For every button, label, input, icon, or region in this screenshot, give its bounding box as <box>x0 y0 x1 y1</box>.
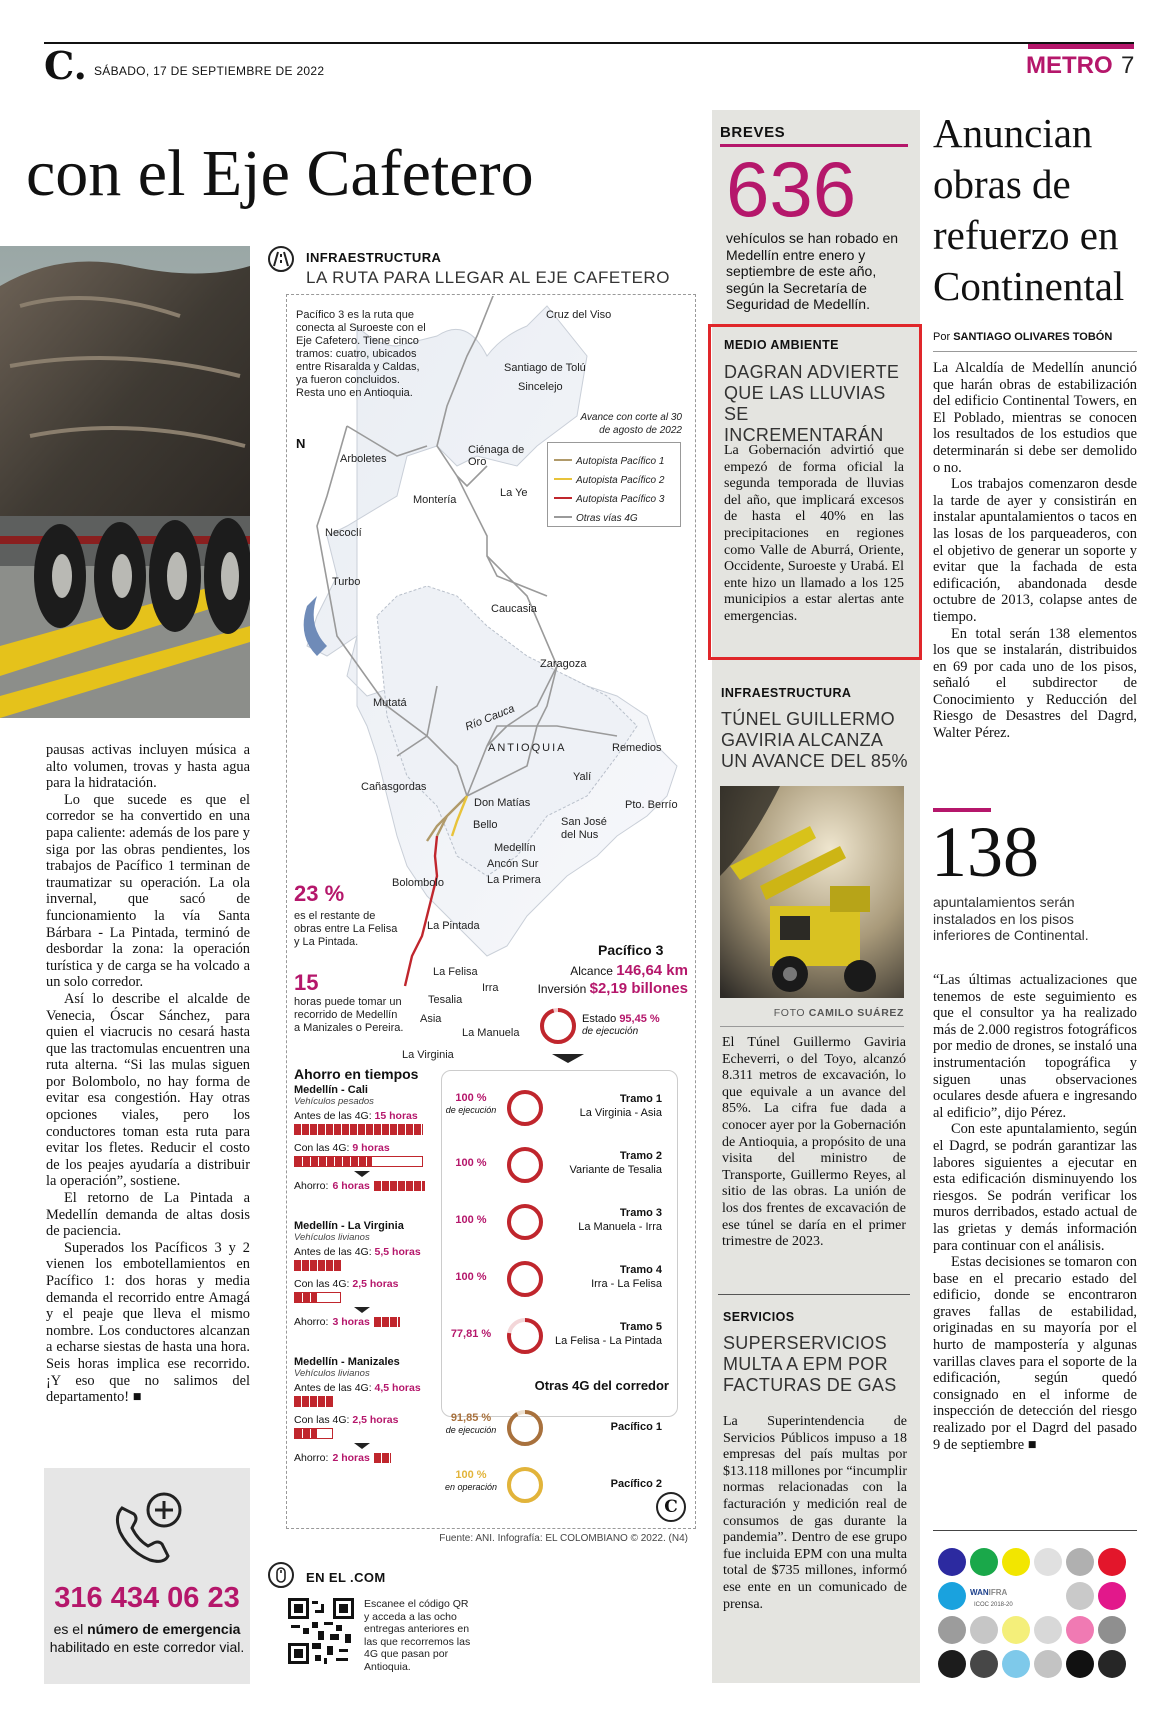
city-label: Cañasgordas <box>361 781 427 793</box>
color-swatch <box>970 1548 998 1576</box>
stat-15-text: horas puede tomar un recorrido de Medellín a Manizales o Pereira. <box>294 996 404 1034</box>
north-arrow-icon: N <box>296 436 306 451</box>
ahorro-total-value: 2 horas <box>332 1452 370 1464</box>
ahorro-con-fill <box>295 1429 317 1438</box>
ahorro-title: Ahorro en tiempos <box>294 1066 419 1082</box>
ahorro-route <box>294 1220 434 1328</box>
logo-badge-icon: C <box>656 1492 686 1522</box>
pacifico3-progress-ring <box>538 1006 578 1046</box>
river-label: Río Cauca <box>463 702 517 734</box>
infographic-kicker: INFRAESTRUCTURA <box>306 250 442 265</box>
progress-ring <box>505 1259 545 1299</box>
ahorro-route-name: Medellín - Manizales <box>294 1356 400 1368</box>
paragraph: Así lo describe el alcalde de Venecia, Óscar Sánchez, para quien el viacrucis no cesará hasta que las tractomulas encuentren una ruta alterna. “Si las mulas siguen por Bolombolo, no hay forma de evitar esa congestión. Hay otras opciones viales, pero los conductores toman esta ruta para evitar los fletes. Reducir el costo de los peajes ayudaría a distribuir la operación”, sostiene. <box>46 990 250 1190</box>
tramo-route: La Manuela - Irra <box>578 1221 662 1233</box>
color-swatch <box>1098 1616 1126 1644</box>
color-swatch <box>938 1650 966 1678</box>
color-calibration-bar <box>938 1548 1130 1684</box>
pacifico3-title: Pacífico 3 <box>598 942 664 958</box>
ahorro-antes-value: 15 horas <box>374 1110 418 1122</box>
color-swatch <box>1066 1616 1094 1644</box>
progress-ring <box>505 1408 545 1448</box>
brief-kicker: INFRAESTRUCTURA <box>721 686 852 700</box>
legend-item: Autopista Pacífico 1 <box>554 451 664 469</box>
legend-item: Autopista Pacífico 2 <box>554 470 664 488</box>
map-legend <box>547 442 681 527</box>
tunnel-photo <box>720 786 904 998</box>
paragraph: Superados los Pacíficos 3 y 2 vienen los embotellamientos en Pacífico 1: dos horas y media demanda el recorrido entre Amagá y el peaje que lleva el mismo nombre. Los conductores alcanzan a echarse siestas de hasta una hora. Seis horas implica ese recorrido. ¡Y eso que no salimos del departamento! ■ <box>46 1239 250 1406</box>
ahorro-con-bar <box>294 1156 423 1167</box>
tramo-route: Irra - La Felisa <box>591 1278 662 1290</box>
city-label: Bello <box>473 819 498 831</box>
section-accent-bar <box>1028 44 1134 49</box>
top-rule <box>44 42 1134 44</box>
emergency-ad <box>44 1468 250 1684</box>
ahorro-total-bar <box>374 1317 400 1327</box>
ahorro-total-bar <box>374 1453 391 1463</box>
ahorro-con-bar <box>294 1292 341 1303</box>
tramo-route: La Virginia - Asia <box>579 1107 662 1119</box>
ahorro-route-name: Medellín - Cali <box>294 1084 368 1096</box>
ahorro-route <box>294 1356 434 1464</box>
color-swatch <box>1066 1650 1094 1678</box>
ahorro-con-label: Con las 4G: 9 horas <box>294 1142 390 1154</box>
city-label: Bolombolo <box>392 877 444 889</box>
ahorro-route-name: Medellín - La Virginia <box>294 1220 404 1232</box>
phone-plus-icon <box>104 1486 188 1570</box>
ahorro-antes-bar <box>294 1396 333 1407</box>
progress-ring <box>505 1088 545 1128</box>
city-label: Santiago de Tolú <box>504 362 586 374</box>
ahorro-antes-value: 5,5 horas <box>374 1246 421 1258</box>
ahorro-total: Ahorro: 3 horas <box>294 1316 434 1328</box>
paragraph: La Alcaldía de Medellín anunció que harán obras de estabilización del edificio Continental Towers, en El Poblado, mientras se conocen los resultados de los estudios que determinarán si debe ser demolido o no. <box>933 360 1137 476</box>
otras-pct-sub: de ejecución <box>445 1425 497 1435</box>
color-swatch <box>1002 1650 1030 1678</box>
down-arrow-icon <box>354 1171 370 1177</box>
paragraph: pausas activas incluyen música a alto volumen, trovas y hasta agua para la hidratación. <box>46 742 250 792</box>
road-icon <box>268 246 294 272</box>
brief-title: TÚNEL GUILLERMO GAVIRIA ALCANZA UN AVANCE DEL 85% <box>721 709 908 771</box>
city-label: Mutatá <box>373 697 407 709</box>
color-swatch <box>970 1616 998 1644</box>
tramo-route: La Felisa - La Pintada <box>554 1335 662 1347</box>
ahorro-route-type: Vehículos pesados <box>294 1096 374 1107</box>
city-label: Irra <box>482 982 499 994</box>
color-swatch <box>1002 1548 1030 1576</box>
paragraph: El retorno de La Pintada a Medellín demanda de altas dosis de paciencia. <box>46 1190 250 1240</box>
city-label: Don Matías <box>474 797 531 809</box>
ahorro-antes-value: 4,5 horas <box>374 1382 421 1394</box>
pacifico3-inversion: Inversión $2,19 billones <box>537 980 688 997</box>
byline: Por SANTIAGO OLIVARES TOBÓN <box>933 331 1113 343</box>
newspaper-logo: C. <box>44 43 87 88</box>
tramo-pct: 100 % <box>455 1214 487 1226</box>
stat-15-value: 15 <box>294 970 319 995</box>
city-label: Necoclí <box>325 527 362 539</box>
legend-item: Autopista Pacífico 3 <box>554 489 664 507</box>
wan-ifra-logo: WANIFRA <box>970 1588 1008 1597</box>
city-label: Ancón Sur <box>487 858 539 870</box>
right-headline: Anuncian obras de refuerzo en Continental <box>933 110 1125 309</box>
otras-pct: 100 % <box>455 1469 487 1481</box>
tramo-pct: 100 % <box>455 1157 487 1169</box>
city-label: Caucasia <box>491 603 537 615</box>
color-swatch <box>1066 1548 1094 1576</box>
ahorro-total: Ahorro: 6 horas <box>294 1180 434 1192</box>
truck-photo <box>0 246 250 718</box>
tramo-name: Tramo 1 <box>619 1093 662 1105</box>
tramo-pct-sub: de ejecución <box>445 1105 497 1115</box>
mouse-icon <box>268 1562 294 1588</box>
brief-title: SUPERSERVICIOS MULTA A EPM POR FACTURAS DE GAS <box>723 1333 897 1395</box>
breves-kicker: BREVES <box>720 124 786 141</box>
tramo-pct: 77,81 % <box>450 1328 492 1340</box>
ahorro-chart <box>294 1084 434 1524</box>
color-swatch <box>1034 1650 1062 1678</box>
pacifico3-estado-sub: de ejecución <box>582 1026 639 1037</box>
color-swatch <box>938 1616 966 1644</box>
emergency-ad-text: es el número de emergencia habilitado en este corredor vial. <box>49 1621 245 1655</box>
otras-pct: 91,85 % <box>450 1412 492 1424</box>
tramo-row <box>441 1314 676 1358</box>
tramo-name: Tramo 4 <box>619 1264 662 1276</box>
color-swatch <box>1098 1650 1126 1678</box>
color-swatch <box>1002 1616 1030 1644</box>
cutoff-note: Avance con corte al 30 de agosto de 2022 <box>580 412 682 436</box>
brief-kicker: MEDIO AMBIENTE <box>724 338 839 352</box>
breves-number-text: vehículos se han robado en Medellín entre enero y septiembre de este año, según la Secretaría de Seguridad de Medellín. <box>726 230 899 312</box>
city-label: Sincelejo <box>518 381 563 393</box>
ahorro-total: Ahorro: 2 horas <box>294 1452 434 1464</box>
paragraph: Lo que sucede es que el corredor se ha convertido en una papa caliente: además de los pare y siga por las obras pendientes, los trabajos de Pacífico 1 terminan de traumatizar su operación. La ola invernal, que sacó de funcionamiento la vía Santa Bárbara - La Pintada, terminó de desbordar la zona: la operación turística y de carga se ha volcado a un solo corredor. <box>46 791 250 991</box>
left-headline: con el Eje Cafetero <box>26 137 534 210</box>
ahorro-antes-bar <box>294 1260 341 1271</box>
otras-pct-sub: en operación <box>444 1482 498 1492</box>
region-label: ANTIOQUIA <box>488 742 567 754</box>
down-arrow-icon <box>354 1307 370 1313</box>
progress-ring <box>505 1316 545 1356</box>
city-label: Yalí <box>573 771 592 783</box>
tramo-row <box>441 1257 676 1301</box>
ahorro-con-bar <box>294 1428 333 1439</box>
ahorro-total-bar <box>374 1181 426 1191</box>
en-el-kicker: EN EL .COM <box>306 1570 386 1585</box>
tramo-name: Tramo 5 <box>619 1321 662 1333</box>
color-swatch <box>1066 1582 1094 1610</box>
ahorro-route-type: Vehículos livianos <box>294 1368 370 1379</box>
divider <box>720 1026 904 1027</box>
ahorro-antes-label: Antes de las 4G: 4,5 horas <box>294 1382 421 1394</box>
divider <box>718 1294 910 1295</box>
legend-item: Otras vías 4G <box>554 508 638 526</box>
tramo-row <box>441 1086 676 1130</box>
city-label: Cruz del Viso <box>546 309 612 321</box>
paragraph: Estas decisiones se tomaron con base en el precario estado del edificio, donde se encontraron graves fallas de estabilidad, originadas en su mayoría por el hurto de mampostería y algunas varillas claves para el soporte de la edificación, según quedó consignado en el informe de inspección de detección del riesgo realizado por el Dagrd del pasado 9 de septiembre ■ <box>933 1254 1137 1453</box>
paragraph: “Las últimas actualizaciones que tenemos de este seguimiento es que el consultor ya ha realizado más de 2.000 registros fotográficos por medio de drones, se instaló una instrumentación topográfica y siguen unas observaciones oculares desde afuera e ingresando al edificio”, dijo Pérez. <box>933 972 1137 1121</box>
stat-text: apuntalamientos serán instalados en los pisos inferiores de Continental. <box>933 894 1089 943</box>
otras-name: Pacífico 1 <box>610 1421 662 1433</box>
en-el-text: Escanee el código QR y acceda a las ocho entregas anteriores en las que recorremos las 4G que pasan por Antioquia. <box>364 1598 471 1673</box>
pacifico3-estado: Estado 95,45 % <box>582 1013 660 1025</box>
color-swatch <box>1098 1582 1126 1610</box>
breves-number: 636 <box>726 145 857 233</box>
down-arrow-icon <box>354 1443 370 1449</box>
city-label: Turbo <box>332 576 361 588</box>
brief-kicker: SERVICIOS <box>723 1310 795 1324</box>
tramo-name: Tramo 2 <box>619 1150 662 1162</box>
paragraph: Con este apuntalamiento, según el Dagrd, se podrán garantizar las labores siguientes a ejecutar en esta edificación disminuyendo los riesgos. Se podrán verificar los muros derribados, estado actual de las grietas y demás información para continuar con el análisis. <box>933 1121 1137 1254</box>
down-arrow-icon <box>552 1054 584 1063</box>
otras-name: Pacífico 2 <box>610 1478 662 1490</box>
brief-body: El Túnel Guillermo Gaviria Echeverri, o del Toyo, alcanzó 8.311 metros de excavación, lo que equivale a un avance del 85%. La cifra fue dada a conocer ayer por la Gobernación de Antioquia, a propósito de una visita del ministro de Transporte, Guillermo Reyes, al sitio de las obras. La unión de los dos frentes de excavación de ese túnel se daría en el primer trimestre de 2023. <box>722 1035 906 1250</box>
ahorro-total-value: 6 horas <box>332 1180 370 1192</box>
ahorro-con-fill <box>295 1157 372 1166</box>
city-label: Pto. Berrío <box>625 799 678 811</box>
progress-ring <box>505 1465 545 1505</box>
brief-body: La Gobernación advirtió que empezó de forma oficial la segunda temporada de lluvias del año, que implicará excesos de hasta el 40% en las precipitaciones en regiones como Valle de Aburrá, Oriente, Occidente, Suroeste y Urabá. El ente hizo un llamado a los 125 municipios a estar alertas ante emergencias. <box>724 443 904 624</box>
progress-ring <box>505 1202 545 1242</box>
ahorro-antes-label: Antes de las 4G: 5,5 horas <box>294 1246 421 1258</box>
city-label: La Pintada <box>427 920 480 932</box>
tramo-row <box>441 1143 676 1187</box>
map-intro: Pacífico 3 es la ruta que conecta al Suroeste con el Eje Cafetero. Tiene cinco tramos: cuatro, ubicados entre Risaralda y Caldas, ya fueron concluidos. Resta uno en Antioquia. <box>296 309 426 399</box>
ahorro-route <box>294 1084 434 1192</box>
city-label: San José del Nus <box>561 816 607 841</box>
city-label: La Virginia <box>402 1049 454 1061</box>
brief-title: DAGRAN ADVIERTE QUE LAS LLUVIAS SE INCREMENTARÁN <box>724 362 900 445</box>
right-story-body <box>933 360 1137 742</box>
color-swatch <box>1034 1548 1062 1576</box>
icoc-label: ICOC 2018-20 <box>974 1602 1013 1608</box>
otras-row <box>441 1406 676 1450</box>
infographic-title: LA RUTA PARA LLEGAR AL EJE CAFETERO <box>306 268 670 287</box>
ahorro-con-label: Con las 4G: 2,5 horas <box>294 1414 399 1426</box>
stat-number: 138 <box>931 812 1039 892</box>
tramo-row <box>441 1200 676 1244</box>
city-label: Zaragoza <box>540 658 587 670</box>
color-swatch <box>1034 1616 1062 1644</box>
color-swatch <box>938 1548 966 1576</box>
city-label: La Manuela <box>462 1027 520 1039</box>
city-label: Montería <box>413 494 457 506</box>
stat-23-text: es el restante de obras entre La Felisa y La Pintada. <box>294 910 398 948</box>
color-swatch <box>938 1582 966 1610</box>
brief-body: La Superintendencia de Servicios Públicos impuso a 18 empresas del país multas por $13.118 millones por “incumplir normas relacionadas con la facturación y medición real de consumos de gas durante la pandemia”. Dentro de ese grupo fue incluida EPM con una multa total de $735 millones, informó ese ente en un comunicado de prensa. <box>723 1414 907 1612</box>
city-label: La Felisa <box>433 966 478 978</box>
tramo-route: Variante de Tesalia <box>569 1164 662 1176</box>
paragraph: En total serán 138 elementos los que se instalarán, distribuidos en 69 por cada uno de los pisos, señaló el subdirector de Conocimiento y Reducción del Riesgo de Desastres del Dagrd, Walter Pérez. <box>933 625 1137 742</box>
tramo-pct: 100 % <box>455 1271 487 1283</box>
color-swatch <box>970 1650 998 1678</box>
paragraph: Los trabajos comenzaron desde la tarde de ayer y consistirán en instalar apuntalamientos o tacos en las losas de los parqueaderos, con el objetivo de generar un soporte y evitar que la fachada de esta edificación, abandonada desde octubre de 2013, colapse antes de tiempo. <box>933 476 1137 625</box>
city-label: La Primera <box>487 874 541 886</box>
ahorro-con-value: 2,5 horas <box>352 1414 399 1426</box>
city-label: Remedios <box>612 742 662 754</box>
page-number: 7 <box>1121 52 1135 79</box>
stat-23-value: 23 % <box>294 881 345 906</box>
ahorro-route-type: Vehículos livianos <box>294 1232 370 1243</box>
city-label: Medellín <box>494 842 536 854</box>
ahorro-con-fill <box>295 1293 317 1302</box>
ahorro-antes-bar <box>294 1124 423 1135</box>
divider <box>933 351 1137 352</box>
ahorro-total-value: 3 horas <box>332 1316 370 1328</box>
left-story-body <box>46 742 250 1406</box>
city-label: Arboletes <box>340 453 387 465</box>
issue-date: SÁBADO, 17 DE SEPTIEMBRE DE 2022 <box>94 64 325 78</box>
color-swatch <box>1098 1548 1126 1576</box>
otras-row <box>441 1463 676 1507</box>
section-name: METRO <box>1026 52 1113 79</box>
city-label: Ciénaga de Oro <box>468 444 525 468</box>
ahorro-con-label: Con las 4G: 2,5 horas <box>294 1278 399 1290</box>
qr-code[interactable] <box>288 1598 354 1664</box>
emergency-phone-number: 316 434 06 23 <box>54 1582 240 1614</box>
ahorro-con-value: 9 horas <box>352 1142 390 1154</box>
tramo-pct: 100 % <box>455 1092 487 1104</box>
ahorro-con-value: 2,5 horas <box>352 1278 399 1290</box>
ahorro-antes-label: Antes de las 4G: 15 horas <box>294 1110 418 1122</box>
city-label: Asia <box>420 1013 442 1025</box>
photo-credit: FOTO CAMILO SUÁREZ <box>773 1007 904 1019</box>
infographic-source: Fuente: ANI. Infografía: EL COLOMBIANO © 2022. (N4) <box>439 1533 688 1544</box>
divider <box>933 1530 1137 1531</box>
right-story-body-2 <box>933 972 1137 1453</box>
city-label: Tesalia <box>428 994 463 1006</box>
otras-title: Otras 4G del corredor <box>534 1378 669 1393</box>
tramo-name: Tramo 3 <box>619 1207 662 1219</box>
city-label: La Ye <box>500 487 528 499</box>
progress-ring <box>505 1145 545 1185</box>
pacifico3-alcance: Alcance 146,64 km <box>570 962 688 979</box>
